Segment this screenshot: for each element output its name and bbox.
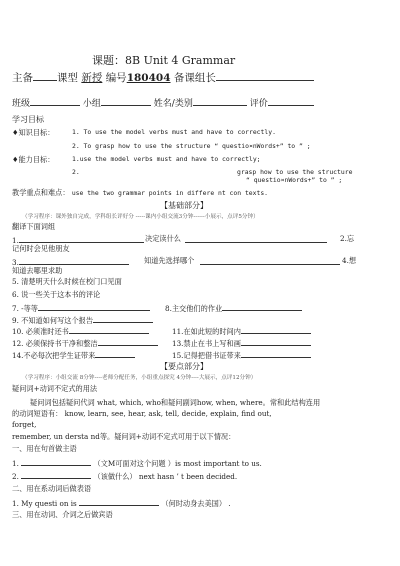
zhubei-blank bbox=[33, 72, 57, 81]
knowledge-label: ♦知识目标： bbox=[12, 128, 55, 137]
section-predicative: 二、用在系动词后做表语 bbox=[12, 484, 92, 493]
knowledge-item-2: 2. To grasp how to use the structure “ questio¤nWords+” to ” ; bbox=[72, 142, 311, 150]
zhubei-label: 主备 bbox=[12, 72, 33, 84]
xiaozu-label: 小组 bbox=[82, 99, 101, 109]
banji-blank bbox=[30, 97, 80, 106]
key-heading: 【要点部分】 bbox=[160, 362, 208, 371]
list-item: 7. -等等 bbox=[12, 302, 150, 314]
student-row bbox=[12, 96, 314, 109]
bianhao-value: 180404 bbox=[126, 72, 171, 84]
basic-heading: 【基础部分】 bbox=[160, 201, 208, 210]
key-topic: 疑问词+动词不定式的用法 bbox=[12, 384, 98, 393]
list-item: 8.主交他们的作业 bbox=[165, 302, 302, 314]
list-item: 4.想 bbox=[342, 256, 357, 265]
section-subject: 一、用在句首做主语 bbox=[12, 444, 77, 453]
bianhao-label: 编号 bbox=[105, 72, 127, 84]
basic-procedure: （学习程序：课外独自完成，学科组长评好分 -----课内小组交流3分钟------小展示，点评5分钟） bbox=[22, 214, 259, 220]
example-1: 1. （文M可面对这个问题 ）is most important to us. bbox=[12, 459, 262, 468]
list-item: 决定读什么 bbox=[145, 234, 181, 243]
list-item: 12. 必须保持书干净和整洁 bbox=[12, 337, 158, 349]
banji-label: 班级 bbox=[12, 99, 31, 109]
section-object: 三、用在动词、介词之后做宾语 bbox=[12, 510, 113, 519]
translate-label: 翻译下面词组 bbox=[12, 222, 56, 231]
list-item: 知道先选择哪个 bbox=[144, 256, 195, 265]
ability-item-2-num: 2. bbox=[72, 168, 80, 176]
pingjia-label: 评价 bbox=[249, 99, 268, 109]
zuzhang-blank bbox=[216, 72, 314, 81]
list-item: 13.禁止在书上写和画 bbox=[172, 337, 311, 349]
key-paragraph-1: 疑问词包括疑问代词 what, which, who和疑问副词how, when, where。常和此结构连用 bbox=[30, 398, 321, 407]
xingming-blank bbox=[193, 97, 247, 106]
key-paragraph-4: remember, un dersta nd等。疑问词+动词不定式可用于以下情况： bbox=[12, 432, 236, 441]
example-2: 2. （该做什么） next hasn ’ t been decided. bbox=[12, 472, 238, 481]
ability-item-1: 1.use the model verbs must and have to correctly; bbox=[72, 155, 261, 163]
list-item: 2.忘 bbox=[340, 234, 355, 243]
list-item: 5. 清楚明天什么时候在校门口见面 bbox=[12, 277, 122, 286]
ability-label: ♦能力目标： bbox=[12, 155, 55, 164]
xiaozu-blank bbox=[101, 97, 151, 106]
list-item bbox=[185, 234, 327, 245]
lesson-title: 课题：8B Unit 4 Grammar bbox=[92, 54, 236, 67]
knowledge-item-1: 1. To use the model verbs must and have to correctly. bbox=[72, 128, 276, 136]
objectives-heading: 学习目标 bbox=[12, 115, 44, 124]
focus-label: 教学重点和难点： bbox=[12, 188, 70, 197]
header-row bbox=[12, 70, 314, 85]
zuzhang-label: 备课组长 bbox=[173, 72, 216, 84]
list-item: 知道去哪里求助 bbox=[12, 266, 63, 275]
key-paragraph-3: forget, bbox=[12, 420, 37, 429]
ability-item-2-text2: “ questio¤nWords+” to ” ; bbox=[246, 176, 343, 184]
list-item: 3. bbox=[12, 256, 129, 267]
list-item bbox=[200, 256, 340, 267]
example-3: 1. My questi on is （何时动身去美国） . bbox=[12, 499, 231, 508]
list-item: 10. 必须准时还书 bbox=[12, 325, 149, 337]
list-item: 6. 说一些关于这本书的评论 bbox=[12, 290, 101, 299]
xingming-label: 姓名/类别 bbox=[153, 99, 193, 109]
kexing-label: 课型 bbox=[57, 72, 78, 84]
list-item: 11.在如此短的时间内 bbox=[172, 325, 311, 337]
list-item: 15.记得把借书证带来 bbox=[172, 349, 311, 361]
list-item: 1. bbox=[12, 234, 144, 245]
key-procedure: （学习程序：小组交流 8分钟----老师分配任务，小组重点探究 4分钟----大展示，点评12分钟） bbox=[22, 375, 257, 381]
kexing-value: 新授 bbox=[81, 72, 103, 84]
list-item: 9. 不知道如何写这个报告 bbox=[12, 314, 153, 326]
pingjia-blank bbox=[268, 97, 314, 106]
key-paragraph-2: 的动词短语有： know, learn, see, hear, ask, tell, decide, explain, find out, bbox=[12, 409, 272, 418]
focus-row bbox=[12, 188, 268, 198]
list-item: 记何时会见他朋友 bbox=[12, 244, 70, 253]
list-item: 14.不必每次把学生证带来 bbox=[12, 349, 135, 361]
focus-text: use the two grammar points in differe nt con texts. bbox=[71, 189, 269, 197]
ability-item-2-text: grasp how to use the structure bbox=[237, 168, 353, 176]
